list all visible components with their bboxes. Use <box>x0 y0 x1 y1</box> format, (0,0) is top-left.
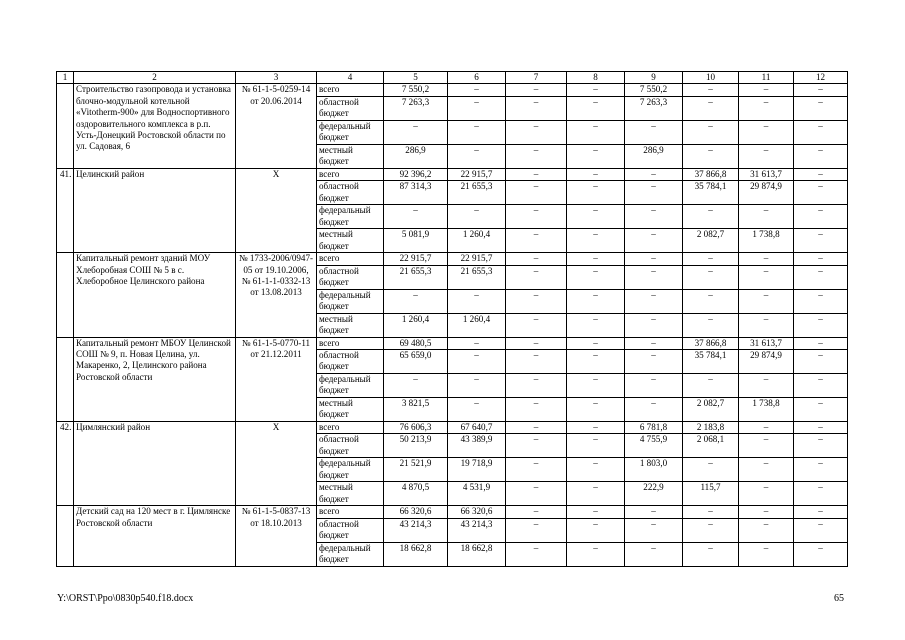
amount-cell: 4 531,9 <box>448 482 506 506</box>
amount-cell: 1 260,4 <box>384 313 448 337</box>
funding-source-cell: местный бюджет <box>317 229 384 253</box>
funding-source-cell: местный бюджет <box>317 482 384 506</box>
budget-table <box>56 71 848 567</box>
amount-cell: – <box>506 518 567 542</box>
amount-cell: – <box>683 374 739 398</box>
footer-file-path: Y:\ORST\Ppo\0830p540.f18.docx <box>57 593 194 604</box>
row-number-cell <box>57 253 74 337</box>
object-name-cell: Капитальный ремонт зданий МОУ Хлеборобная СОШ № 5 в с. Хлеборобное Целинского района <box>74 253 236 337</box>
amount-cell: – <box>625 350 683 374</box>
amount-cell: – <box>794 398 848 422</box>
row-number-cell <box>57 337 74 421</box>
amount-cell: – <box>739 253 794 265</box>
column-number-header: 2 <box>74 72 236 84</box>
amount-cell: – <box>384 120 448 144</box>
amount-cell: 2 183,8 <box>683 422 739 434</box>
amount-cell: – <box>739 434 794 458</box>
amount-cell: 286,9 <box>384 144 448 168</box>
amount-cell: – <box>506 350 567 374</box>
funding-source-cell: местный бюджет <box>317 144 384 168</box>
amount-cell: – <box>448 96 506 120</box>
expertise-conclusion-cell: № 1733-2006/0947-05 от 19.10.2006, № 61-1-1-0332-13 от 13.08.2013 <box>236 253 317 337</box>
funding-source-cell: всего <box>317 84 384 96</box>
amount-cell: – <box>794 350 848 374</box>
amount-cell: – <box>739 144 794 168</box>
amount-cell: – <box>794 144 848 168</box>
amount-cell: – <box>567 458 625 482</box>
funding-source-cell: федеральный бюджет <box>317 289 384 313</box>
amount-cell: 21 655,3 <box>448 265 506 289</box>
amount-cell: – <box>384 289 448 313</box>
amount-cell: – <box>625 313 683 337</box>
amount-cell: – <box>567 398 625 422</box>
amount-cell: – <box>683 506 739 518</box>
amount-cell: 65 659,0 <box>384 350 448 374</box>
amount-cell: – <box>683 96 739 120</box>
amount-cell: – <box>567 84 625 96</box>
amount-cell: – <box>794 168 848 180</box>
amount-cell: – <box>448 398 506 422</box>
object-name-cell: Капитальный ремонт МБОУ Целинской СОШ № 9, п. Новая Целина, ул. Макаренко, 2, Целинского района Ростовской области <box>74 337 236 421</box>
amount-cell: – <box>794 458 848 482</box>
table-row <box>57 253 848 265</box>
amount-cell: – <box>739 374 794 398</box>
amount-cell: – <box>567 313 625 337</box>
page-number: 65 <box>834 593 844 604</box>
amount-cell: 35 784,1 <box>683 350 739 374</box>
amount-cell: – <box>739 120 794 144</box>
amount-cell: 2 068,1 <box>683 434 739 458</box>
amount-cell: – <box>739 506 794 518</box>
amount-cell: 22 915,7 <box>384 253 448 265</box>
amount-cell: – <box>448 205 506 229</box>
amount-cell: – <box>567 482 625 506</box>
funding-source-cell: областной бюджет <box>317 181 384 205</box>
amount-cell: – <box>794 506 848 518</box>
amount-cell: – <box>625 518 683 542</box>
amount-cell: – <box>567 144 625 168</box>
amount-cell: – <box>567 289 625 313</box>
amount-cell: 5 081,9 <box>384 229 448 253</box>
amount-cell: – <box>683 542 739 566</box>
amount-cell: – <box>384 374 448 398</box>
amount-cell: 18 662,8 <box>448 542 506 566</box>
table-row <box>57 422 848 434</box>
amount-cell: 35 784,1 <box>683 181 739 205</box>
amount-cell: 37 866,8 <box>683 168 739 180</box>
column-number-header: 12 <box>794 72 848 84</box>
amount-cell: – <box>506 144 567 168</box>
amount-cell: – <box>794 289 848 313</box>
amount-cell: – <box>384 205 448 229</box>
column-number-header: 7 <box>506 72 567 84</box>
amount-cell: – <box>794 374 848 398</box>
amount-cell: – <box>625 168 683 180</box>
amount-cell: 2 082,7 <box>683 398 739 422</box>
amount-cell: – <box>739 96 794 120</box>
expertise-conclusion-cell: № 61-1-5-0259-14 от 20.06.2014 <box>236 84 317 168</box>
amount-cell: 29 874,9 <box>739 181 794 205</box>
column-number-header: 8 <box>567 72 625 84</box>
table-row <box>57 337 848 349</box>
amount-cell: – <box>794 96 848 120</box>
column-number-header: 3 <box>236 72 317 84</box>
amount-cell: – <box>683 313 739 337</box>
amount-cell: – <box>506 434 567 458</box>
amount-cell: – <box>794 229 848 253</box>
amount-cell: – <box>506 289 567 313</box>
amount-cell: – <box>506 422 567 434</box>
table-row <box>57 84 848 96</box>
amount-cell: – <box>625 506 683 518</box>
amount-cell: 18 662,8 <box>384 542 448 566</box>
funding-source-cell: федеральный бюджет <box>317 120 384 144</box>
amount-cell: – <box>506 398 567 422</box>
amount-cell: 87 314,3 <box>384 181 448 205</box>
column-number-header: 1 <box>57 72 74 84</box>
amount-cell: – <box>739 205 794 229</box>
amount-cell: – <box>794 434 848 458</box>
funding-source-cell: областной бюджет <box>317 518 384 542</box>
funding-source-cell: областной бюджет <box>317 265 384 289</box>
amount-cell: – <box>625 229 683 253</box>
amount-cell: – <box>794 181 848 205</box>
funding-source-cell: всего <box>317 168 384 180</box>
amount-cell: 1 260,4 <box>448 229 506 253</box>
amount-cell: 1 803,0 <box>625 458 683 482</box>
expertise-conclusion-cell: X <box>236 422 317 506</box>
funding-source-cell: местный бюджет <box>317 313 384 337</box>
amount-cell: – <box>625 265 683 289</box>
amount-cell: – <box>739 265 794 289</box>
amount-cell: – <box>683 205 739 229</box>
funding-source-cell: местный бюджет <box>317 398 384 422</box>
amount-cell: 4 870,5 <box>384 482 448 506</box>
amount-cell: – <box>683 253 739 265</box>
amount-cell: 7 550,2 <box>625 84 683 96</box>
amount-cell: – <box>506 542 567 566</box>
expertise-conclusion-cell: X <box>236 168 317 252</box>
amount-cell: – <box>567 337 625 349</box>
amount-cell: – <box>567 542 625 566</box>
amount-cell: 21 655,3 <box>384 265 448 289</box>
amount-cell: – <box>448 144 506 168</box>
amount-cell: 4 755,9 <box>625 434 683 458</box>
amount-cell: 1 738,8 <box>739 229 794 253</box>
table-row <box>57 506 848 518</box>
amount-cell: 43 214,3 <box>448 518 506 542</box>
amount-cell: – <box>567 518 625 542</box>
amount-cell: – <box>739 313 794 337</box>
funding-source-cell: федеральный бюджет <box>317 458 384 482</box>
amount-cell: – <box>794 253 848 265</box>
amount-cell: – <box>794 120 848 144</box>
amount-cell: 92 396,2 <box>384 168 448 180</box>
amount-cell: 66 320,6 <box>384 506 448 518</box>
amount-cell: – <box>739 542 794 566</box>
amount-cell: – <box>448 84 506 96</box>
amount-cell: – <box>567 229 625 253</box>
column-number-header: 9 <box>625 72 683 84</box>
amount-cell: – <box>794 205 848 229</box>
funding-source-cell: всего <box>317 337 384 349</box>
amount-cell: – <box>567 265 625 289</box>
amount-cell: 43 389,9 <box>448 434 506 458</box>
column-number-header: 4 <box>317 72 384 84</box>
funding-source-cell: всего <box>317 506 384 518</box>
funding-source-cell: областной бюджет <box>317 96 384 120</box>
amount-cell: 19 718,9 <box>448 458 506 482</box>
amount-cell: – <box>506 168 567 180</box>
amount-cell: 1 260,4 <box>448 313 506 337</box>
row-number-cell <box>57 506 74 566</box>
amount-cell: – <box>567 422 625 434</box>
amount-cell: – <box>448 120 506 144</box>
amount-cell: – <box>794 518 848 542</box>
amount-cell: – <box>567 96 625 120</box>
amount-cell: – <box>448 350 506 374</box>
amount-cell: 7 263,3 <box>384 96 448 120</box>
amount-cell: – <box>625 253 683 265</box>
amount-cell: 22 915,7 <box>448 253 506 265</box>
amount-cell: – <box>506 120 567 144</box>
amount-cell: – <box>567 253 625 265</box>
amount-cell: – <box>739 518 794 542</box>
amount-cell: – <box>625 374 683 398</box>
amount-cell: 43 214,3 <box>384 518 448 542</box>
amount-cell: – <box>739 422 794 434</box>
amount-cell: – <box>625 120 683 144</box>
amount-cell: – <box>506 482 567 506</box>
funding-source-cell: всего <box>317 422 384 434</box>
amount-cell: 7 263,3 <box>625 96 683 120</box>
amount-cell: 31 613,7 <box>739 168 794 180</box>
amount-cell: 115,7 <box>683 482 739 506</box>
amount-cell: – <box>506 205 567 229</box>
amount-cell: – <box>625 542 683 566</box>
amount-cell: – <box>448 289 506 313</box>
amount-cell: – <box>506 506 567 518</box>
row-number-cell: 41. <box>57 168 74 252</box>
column-number-header: 11 <box>739 72 794 84</box>
amount-cell: – <box>506 374 567 398</box>
row-number-cell: 42. <box>57 422 74 506</box>
amount-cell: – <box>683 458 739 482</box>
amount-cell: – <box>739 289 794 313</box>
amount-cell: – <box>625 181 683 205</box>
amount-cell: – <box>506 96 567 120</box>
amount-cell: – <box>506 181 567 205</box>
amount-cell: 66 320,6 <box>448 506 506 518</box>
amount-cell: – <box>739 458 794 482</box>
column-number-header-row <box>57 72 848 84</box>
object-name-cell: Детский сад на 120 мест в г. Цимлянске Ростовской области <box>74 506 236 566</box>
amount-cell: – <box>567 434 625 458</box>
funding-source-cell: федеральный бюджет <box>317 542 384 566</box>
column-number-header: 10 <box>683 72 739 84</box>
amount-cell: – <box>739 84 794 96</box>
amount-cell: 69 480,5 <box>384 337 448 349</box>
amount-cell: – <box>567 120 625 144</box>
amount-cell: – <box>794 422 848 434</box>
amount-cell: – <box>794 313 848 337</box>
amount-cell: – <box>448 374 506 398</box>
amount-cell: – <box>567 205 625 229</box>
amount-cell: – <box>625 289 683 313</box>
amount-cell: – <box>625 337 683 349</box>
amount-cell: – <box>506 265 567 289</box>
amount-cell: 7 550,2 <box>384 84 448 96</box>
object-name-cell: Целинский район <box>74 168 236 252</box>
amount-cell: – <box>794 542 848 566</box>
amount-cell: – <box>506 337 567 349</box>
amount-cell: – <box>794 84 848 96</box>
amount-cell: 37 866,8 <box>683 337 739 349</box>
funding-source-cell: областной бюджет <box>317 434 384 458</box>
funding-source-cell: федеральный бюджет <box>317 205 384 229</box>
amount-cell: 6 781,8 <box>625 422 683 434</box>
amount-cell: 222,9 <box>625 482 683 506</box>
table-body <box>57 72 848 567</box>
amount-cell: – <box>683 289 739 313</box>
funding-source-cell: областной бюджет <box>317 350 384 374</box>
amount-cell: – <box>683 518 739 542</box>
amount-cell: – <box>794 337 848 349</box>
funding-source-cell: всего <box>317 253 384 265</box>
amount-cell: – <box>683 84 739 96</box>
amount-cell: 21 655,3 <box>448 181 506 205</box>
amount-cell: 22 915,7 <box>448 168 506 180</box>
amount-cell: 21 521,9 <box>384 458 448 482</box>
amount-cell: – <box>567 374 625 398</box>
amount-cell: – <box>625 205 683 229</box>
amount-cell: – <box>794 265 848 289</box>
amount-cell: – <box>506 253 567 265</box>
amount-cell: – <box>567 350 625 374</box>
amount-cell: – <box>739 482 794 506</box>
column-number-header: 5 <box>384 72 448 84</box>
amount-cell: – <box>567 506 625 518</box>
amount-cell: – <box>506 313 567 337</box>
amount-cell: – <box>683 144 739 168</box>
amount-cell: – <box>683 120 739 144</box>
amount-cell: 31 613,7 <box>739 337 794 349</box>
amount-cell: 286,9 <box>625 144 683 168</box>
amount-cell: 29 874,9 <box>739 350 794 374</box>
expertise-conclusion-cell: № 61-1-5-0837-13 от 18.10.2013 <box>236 506 317 566</box>
amount-cell: – <box>506 229 567 253</box>
amount-cell: – <box>506 458 567 482</box>
amount-cell: 2 082,7 <box>683 229 739 253</box>
amount-cell: – <box>794 482 848 506</box>
amount-cell: – <box>567 181 625 205</box>
amount-cell: – <box>506 84 567 96</box>
object-name-cell: Цимлянский район <box>74 422 236 506</box>
amount-cell: – <box>448 337 506 349</box>
amount-cell: 50 213,9 <box>384 434 448 458</box>
object-name-cell: Строительство газопровода и установка блочно-модульной котельной «Vitotherm-900» для Водноспортивного оздоровительного комплекса в р.п. Усть-Донецкий Ростовской области по ул. Садовая, 6 <box>74 84 236 168</box>
amount-cell: 1 738,8 <box>739 398 794 422</box>
funding-source-cell: федеральный бюджет <box>317 374 384 398</box>
expertise-conclusion-cell: № 61-1-5-0770-11 от 21.12.2011 <box>236 337 317 421</box>
amount-cell: 67 640,7 <box>448 422 506 434</box>
amount-cell: 76 606,3 <box>384 422 448 434</box>
row-number-cell <box>57 84 74 168</box>
column-number-header: 6 <box>448 72 506 84</box>
table-row <box>57 168 848 180</box>
amount-cell: 3 821,5 <box>384 398 448 422</box>
amount-cell: – <box>567 168 625 180</box>
amount-cell: – <box>625 398 683 422</box>
amount-cell: – <box>683 265 739 289</box>
